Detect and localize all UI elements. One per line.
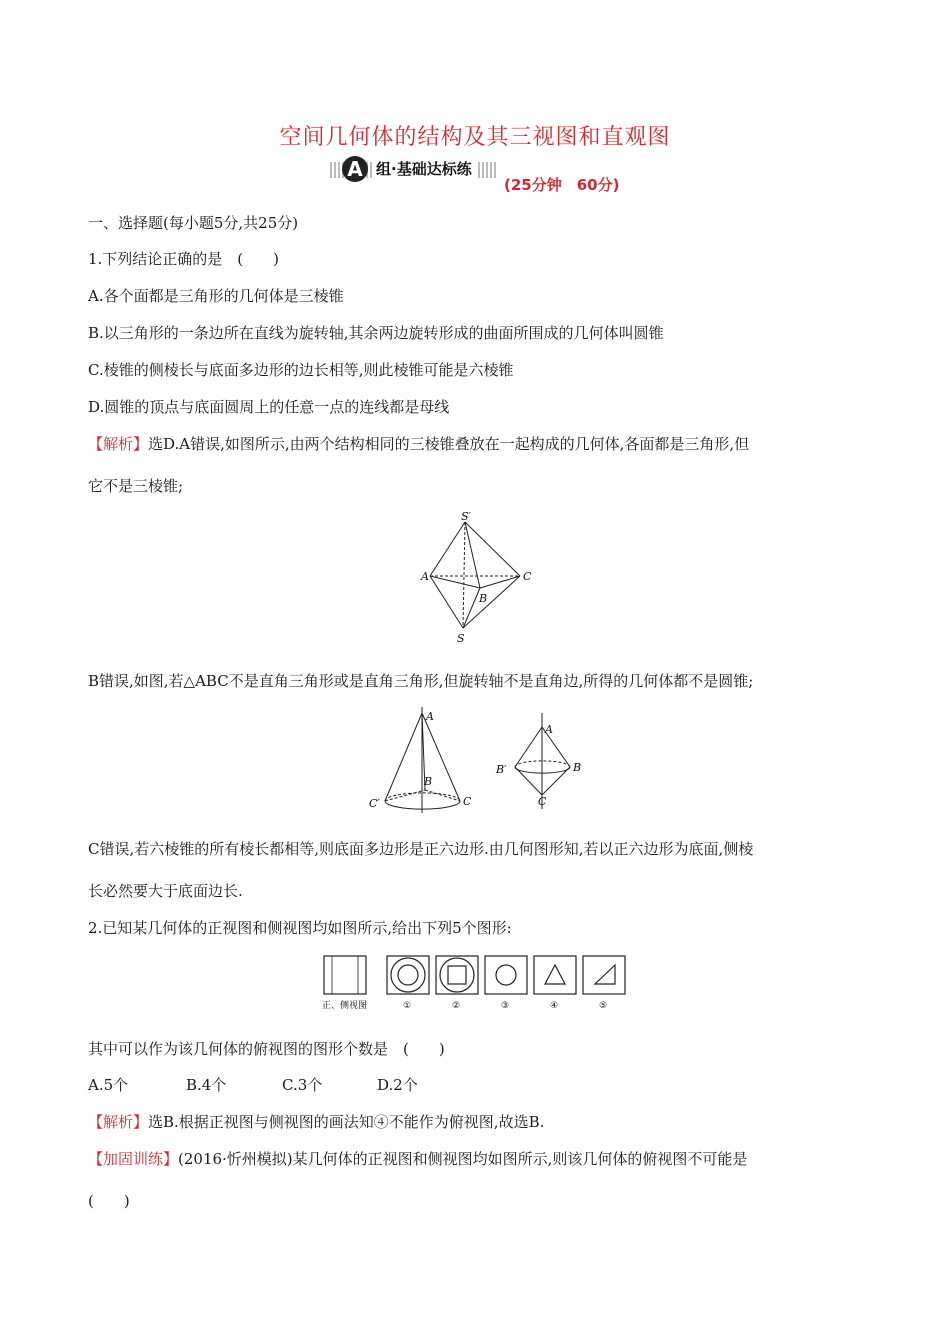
q1-analysis-c: C错误,若六棱锥的所有棱长都相等,则底面多边形是正六边形.由几何图形知,若以正六边形为底面,侧棱 <box>88 840 754 858</box>
q1-option-d: D.圆锥的顶点与底面圆周上的任意一点的连线都是母线 <box>88 398 450 416</box>
q1-option-a: A.各个面都是三角形的几何体是三棱锥 <box>88 287 344 305</box>
cone-label-b: B <box>424 775 433 788</box>
double-pyramid-figure <box>415 508 545 648</box>
label-c: C <box>523 570 532 583</box>
q2-option-c: C.3个 <box>282 1076 323 1094</box>
label-b: B <box>479 592 488 605</box>
label-shape-5: ⑤ <box>599 1001 608 1011</box>
group-badge <box>330 156 500 184</box>
q1-analysis <box>88 433 749 454</box>
q2-option-b: B.4个 <box>186 1076 227 1094</box>
label-front-side-view: 正、侧视图 <box>322 1001 368 1011</box>
q1-analysis-c-cont: 长必然要大于底面边长. <box>88 882 243 900</box>
q1-option-c: C.棱锥的侧棱长与底面多边形的边长相等,则此棱锥可能是六棱锥 <box>88 361 514 379</box>
q1-stem: 1.下列结论正确的是 ( ) <box>88 250 280 268</box>
label-a: A <box>421 570 429 583</box>
cone-label-a: A <box>426 710 434 723</box>
q1-analysis-cont: 它不是三棱锥; <box>88 477 184 495</box>
group-label: 组·基础达标练 <box>372 158 476 179</box>
label-s: S <box>457 632 465 645</box>
label-shape-1: ① <box>403 1001 412 1011</box>
label-s-prime: S′ <box>461 510 472 523</box>
cone-label-c: C <box>463 795 472 808</box>
q2-option-d: D.2个 <box>377 1076 418 1094</box>
section-heading: 一、选择题(每小题5分,共25分) <box>88 214 299 232</box>
extra-training-blank: ( ) <box>88 1192 130 1210</box>
q2-analysis <box>88 1111 544 1132</box>
dcone-label-b-prime: B′ <box>496 763 507 776</box>
q1-option-b: B.以三角形的一条边所在直线为旋转轴,其余两边旋转形成的曲面所围成的几何体叫圆锥 <box>88 324 664 342</box>
label-shape-3: ③ <box>501 1001 510 1011</box>
q2-option-a: A.5个 <box>88 1076 129 1094</box>
view-shapes-figure <box>318 952 628 1016</box>
analysis-text: 选B.根据正视图与侧视图的画法知④不能作为俯视图,故选B. <box>148 1113 545 1131</box>
dcone-label-c: C <box>538 795 547 808</box>
q2-stem: 2.已知某几何体的正视图和侧视图均如图所示,给出下列5个图形: <box>88 919 512 937</box>
q1-analysis-b: B错误,如图,若△ABC不是直角三角形或是直角三角形,但旋转轴不是直角边,所得的几何体都不是圆锥; <box>88 672 754 690</box>
extra-training-tag: 【加固训练】 <box>88 1150 179 1168</box>
dcone-label-b: B <box>573 761 582 774</box>
analysis-tag: 【解析】 <box>88 435 149 453</box>
page-title: 空间几何体的结构及其三视图和直观图 <box>279 125 671 150</box>
dcone-label-a: A <box>545 723 553 736</box>
q2-question: 其中可以作为该几何体的俯视图的图形个数是 ( ) <box>88 1040 445 1058</box>
group-letter: A <box>342 156 368 182</box>
extra-training-text: (2016·忻州模拟)某几何体的正视图和侧视图均如图所示,则该几何体的俯视图不可能是 <box>178 1150 748 1168</box>
analysis-tag: 【解析】 <box>88 1113 149 1131</box>
cone-figures <box>365 705 595 815</box>
timing-note: (25分钟 60分) <box>504 176 620 194</box>
extra-training <box>88 1148 747 1169</box>
cone-label-c-prime: C′ <box>369 797 380 810</box>
analysis-text: 选D.A错误,如图所示,由两个结构相同的三棱锥叠放在一起构成的几何体,各面都是三角形,但 <box>148 435 750 453</box>
label-shape-2: ② <box>452 1001 461 1011</box>
label-shape-4: ④ <box>550 1001 559 1011</box>
